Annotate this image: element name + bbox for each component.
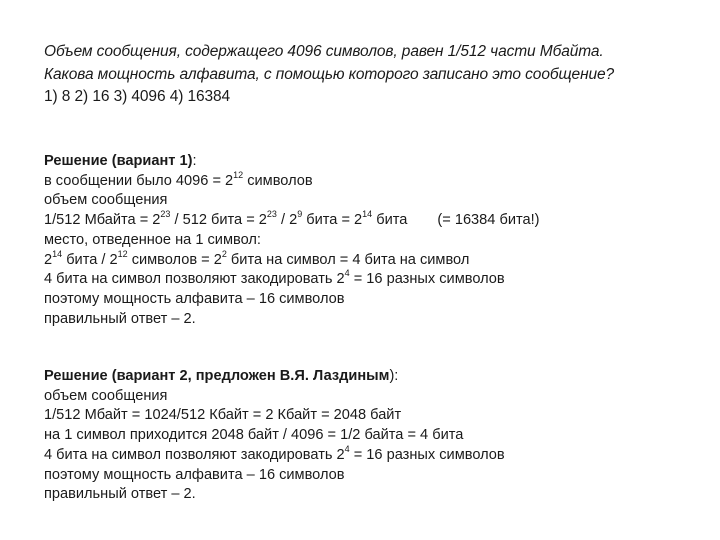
option-4: 4) 16384 — [169, 88, 231, 105]
solution-1-line-6: 4 бита на символ позволяют закодировать $2^4 = 16$ разных символов — [44, 268, 505, 288]
solution-1-heading: Решение (вариант 1): — [44, 153, 197, 169]
task-statement — [44, 41, 614, 109]
solution-2-line-4: 4 бита на символ позволяют закодировать $2^4 = 16$ разных символов — [44, 443, 505, 463]
solution-2-line-5: поэтому мощность алфавита – 16 символов — [44, 466, 345, 483]
solution-1-line-3: 1/512 Мбайта = $2^{23} / 512$ бита = $2^{23} / 2^9$ бита = $2^{14}$ бита (= 16384 бита!) — [44, 209, 540, 229]
task-line-1: Объем сообщения, содержащего 4096 символов, равен 1/512 части Мбайта. — [44, 43, 604, 60]
solution-1 — [44, 152, 540, 329]
solution-2-line-6: правильный ответ – 2. — [44, 486, 196, 503]
solution-1-line-5: $2^{14}$ бита / $2^{12}$ символов = $2^2$ бита на символ = 4 бита на символ — [44, 248, 470, 268]
solution-1-line-2: объем сообщения — [44, 192, 168, 209]
answer-options — [44, 86, 614, 109]
solution-1-note: (= 16384 бита!) — [437, 212, 540, 229]
solution-1-line-8: правильный ответ – 2. — [44, 310, 196, 327]
option-3: 3) 4096 — [113, 88, 166, 105]
task-line-2: Какова мощность алфавита, с помощью которого записано это сообщение? — [44, 65, 615, 83]
solution-2 — [44, 367, 505, 505]
solution-1-line-1: в сообщении было $4096 = 2^{12}$ символов — [44, 169, 313, 189]
solution-1-line-4: место, отведенное на 1 символ: — [44, 231, 261, 248]
solution-2-line-3: на 1 символ приходится 2048 байт / 4096 = 1/2 байта = 4 бита — [44, 427, 464, 444]
option-2: 2) 16 — [74, 88, 110, 105]
solution-2-heading: Решение (вариант 2, предложен В.Я. Лаздиным): — [44, 368, 399, 384]
solution-2-line-2: 1/512 Мбайт = 1024/512 Кбайт = 2 Кбайт = 2048 байт — [44, 407, 402, 424]
solution-2-line-1: объем сообщения — [44, 387, 168, 404]
option-1: 1) 8 — [44, 88, 71, 105]
solution-1-line-7: поэтому мощность алфавита – 16 символов — [44, 290, 345, 307]
